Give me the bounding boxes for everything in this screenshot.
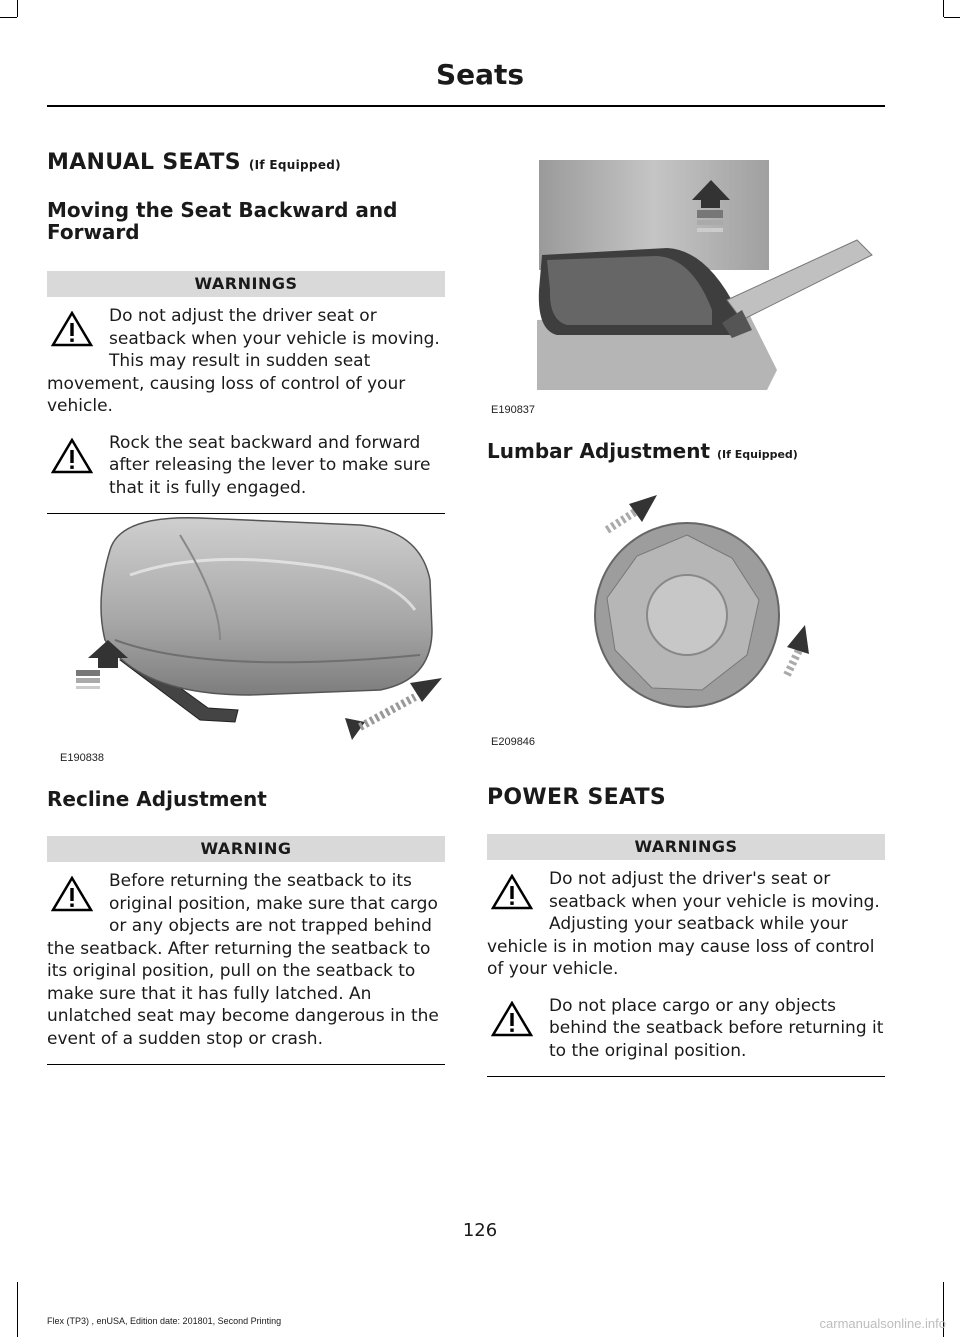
lumbar-title-text: Lumbar Adjustment [487, 439, 711, 463]
section-title-manual-seats [47, 150, 445, 175]
section-divider [487, 1076, 885, 1077]
section-divider [47, 1064, 445, 1065]
lumbar-knob-figure [487, 490, 885, 755]
warning-item [47, 870, 445, 1050]
recline-section [47, 788, 445, 1065]
power-seats-section [487, 785, 885, 1077]
page-number: 126 [462, 1220, 498, 1241]
subsection-title-lumbar [487, 440, 885, 466]
subsection-title-backward-forward: Moving the Seat Backward and Forward [47, 198, 398, 244]
subsection-title-recline: Recline Adjustment [47, 787, 267, 811]
warning-header: WARNING [47, 836, 445, 862]
warning-triangle-icon [51, 876, 93, 912]
crop-mark [943, 0, 944, 17]
warning-triangle-icon [51, 438, 93, 474]
warning-item [47, 432, 445, 500]
warning-triangle-icon [51, 311, 93, 347]
crop-mark [17, 1282, 18, 1337]
warning-text: Do not place cargo or any objects behind the seatback before returning it to the original position. [549, 995, 884, 1061]
lumbar-qualifier: (If Equipped) [717, 448, 798, 461]
warning-text: Do not adjust the driver's seat or seatback when your vehicle is moving. Adjusting your seatback while your vehicle is in motion may cause loss of control of your vehicle. [487, 869, 880, 979]
edition-note: Flex (TP3) , enUSA, Edition date: 201801, Second Printing [47, 1316, 282, 1326]
warnings-header: WARNINGS [47, 271, 445, 297]
warnings-header: WARNINGS [487, 834, 885, 860]
section-title-text: MANUAL SEATS [47, 150, 241, 175]
warning-text: Do not adjust the driver seat or seatback when your vehicle is moving. This may result in sudden seat movement, causing loss of control of your vehicle. [47, 306, 440, 416]
recline-lever-illustration [487, 160, 885, 390]
warning-text: Before returning the seatback to its original position, make sure that cargo or any objects are not trapped behind the seatback. After returning the seatback to its original position, pull on the seatback to make sure that it has fully latched. An unlatched seat may become dangerous in the event of a sudden stop or crash. [47, 871, 439, 1049]
section-qualifier: (If Equipped) [248, 158, 341, 172]
crop-mark [17, 0, 18, 17]
page-title: Seats [435, 58, 525, 91]
header-divider [47, 105, 885, 107]
arrow-up-icon [787, 625, 809, 675]
lumbar-knob-illustration [487, 490, 885, 730]
seat-cushion-figure [60, 490, 445, 764]
warning-text: Rock the seat backward and forward after releasing the lever to make sure that it is fully engaged. [109, 432, 431, 498]
figure-id: E209846 [491, 736, 536, 748]
warning-item [487, 995, 885, 1063]
warning-triangle-icon [491, 874, 533, 910]
recline-lever-figure [487, 160, 885, 420]
section-title-power-seats: POWER SEATS [487, 785, 667, 810]
figure-id: E190837 [491, 404, 536, 416]
warning-item [47, 305, 445, 418]
left-column [47, 150, 445, 514]
watermark: carmanualsonline.info [819, 1316, 946, 1331]
crop-mark [944, 17, 960, 18]
lumbar-section [487, 440, 885, 466]
warning-triangle-icon [491, 1001, 533, 1037]
warning-item [487, 868, 885, 981]
arrow-diagonal-icon [607, 495, 657, 530]
seat-cushion-illustration [60, 490, 445, 740]
crop-mark [0, 17, 17, 18]
figure-id: E190838 [60, 752, 105, 764]
